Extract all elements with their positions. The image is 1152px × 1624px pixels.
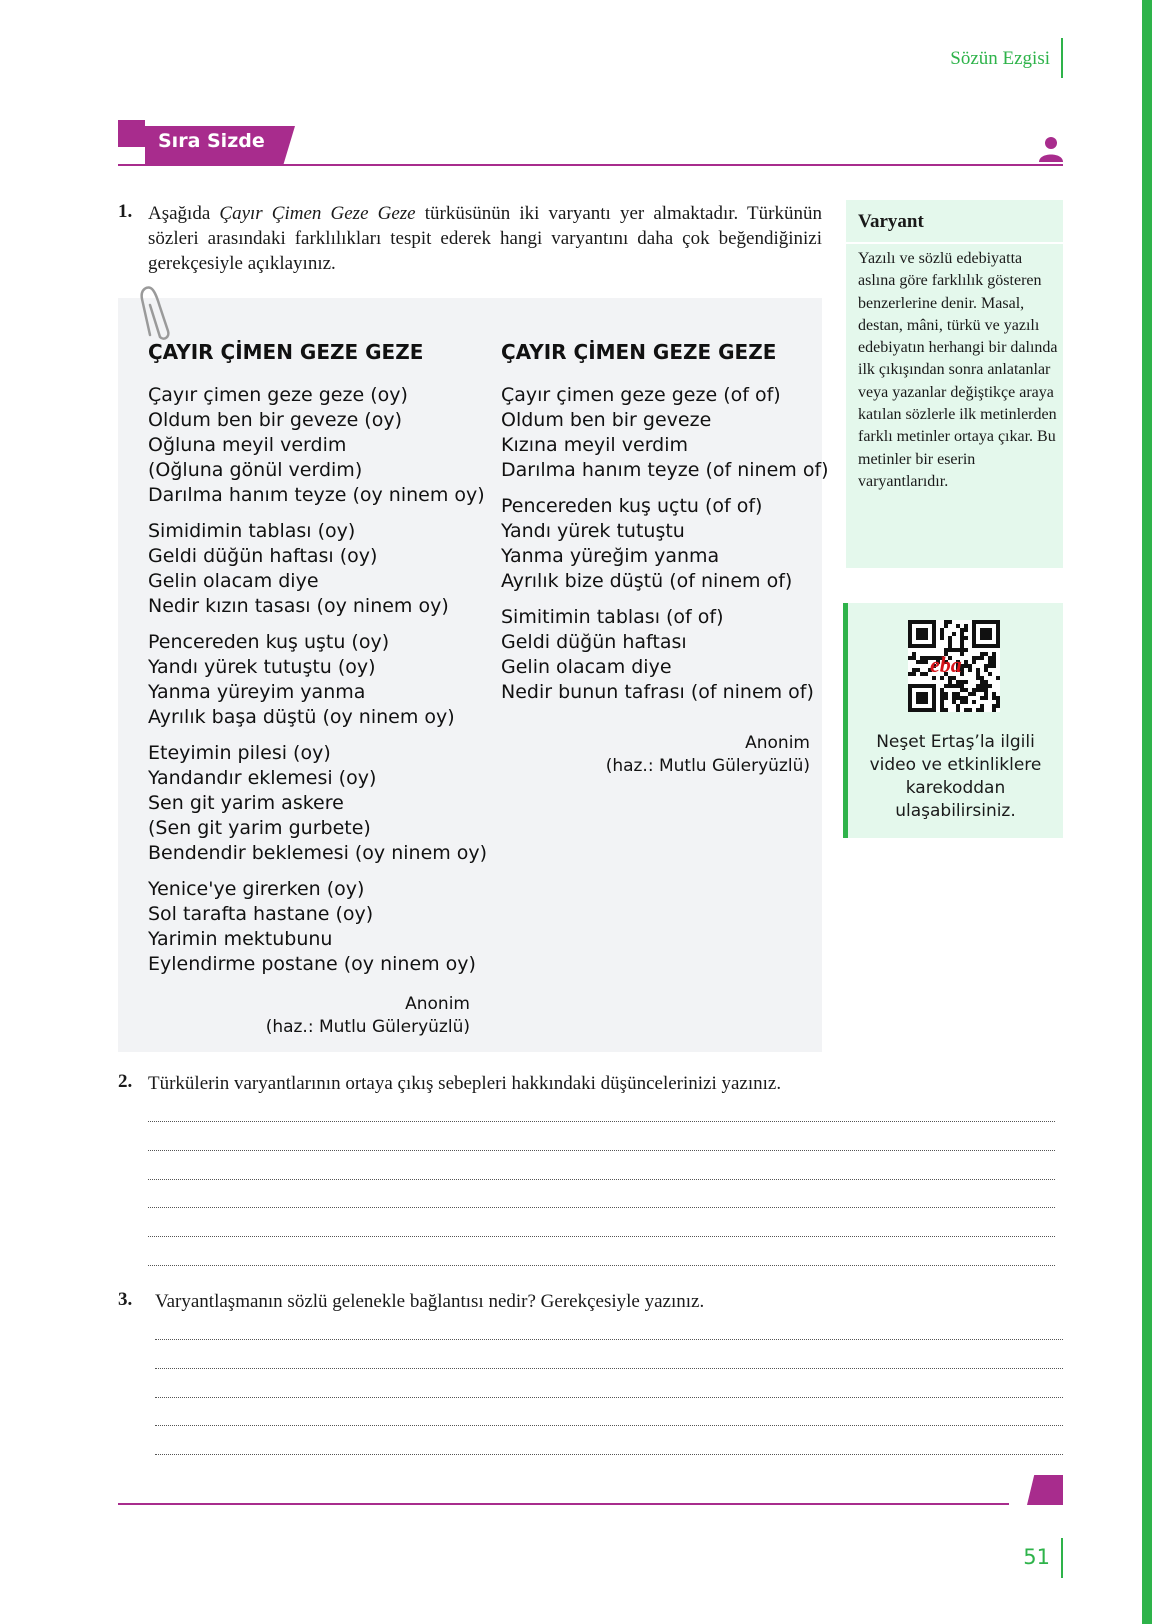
song-title-italic: Çayır Çimen Geze Geze [219,203,416,224]
section-label: Sıra Sizde [158,130,265,152]
definition-divider [846,242,1063,244]
answer-line[interactable] [148,1121,1055,1122]
question-1-text [148,201,822,276]
poem-line: Ayrılık başa düştü (oy ninem oy) [148,706,455,728]
answer-line[interactable] [148,1236,1055,1237]
eba-logo: eba [930,652,962,677]
poem-line: Yandandır eklemesi (oy) [148,767,377,789]
page-number: 51 [1023,1545,1050,1569]
poem-line: Darılma hanım teyze (oy ninem oy) [148,484,485,506]
answer-line[interactable] [155,1397,1063,1398]
poem-line: Yanma yüreyim yanma [148,681,366,703]
poem-2-credit [540,732,810,778]
poem-1-credit [200,993,470,1039]
poem-line: Yarimin mektubunu [148,928,333,950]
poem-line: Oğluna meyil verdim [148,434,347,456]
paperclip-icon [138,283,172,341]
question-1-number: 1. [118,201,133,222]
poem-line: Pencereden kuş uştu (oy) [148,631,390,653]
section-tab-corner [118,120,145,147]
poem-line: Nedir bunun tafrası (of ninem of) [501,681,814,703]
poem-line: Sen git yarim askere [148,792,344,814]
question-3-text: Varyantlaşmanın sözlü gelenekle bağlantısı nedir? Gerekçesiyle yazınız. [155,1291,705,1312]
qr-caption: Neşet Ertaş’la ilgili video ve etkinliklere karekoddan ulaşabilirsiniz. [869,732,1042,821]
person-icon [1039,136,1063,162]
poem-line: Sol tarafta hastane (oy) [148,903,374,925]
poem-line: Geldi düğün haftası [501,631,687,653]
poem-line: Yandı yürek tutuştu [501,520,685,542]
poem-line: Nedir kızın tasası (oy ninem oy) [148,595,449,617]
poem-line: Çayır çimen geze geze (of of) [501,384,781,406]
definition-title: Varyant [858,211,924,232]
poem-line: Eteyimin pilesi (oy) [148,742,331,764]
poem-2-stanza-1 [501,383,829,483]
poem-line: (Oğluna gönül verdim) [148,459,363,481]
poem-line: (Sen git yarim gurbete) [148,817,371,839]
poem-variant-1 [148,340,487,988]
poem-1-stanza-1 [148,383,487,508]
poem-1-author: Anonim [405,994,470,1014]
question-3-number: 3. [118,1289,133,1310]
poem-line: Geldi düğün haftası (oy) [148,545,378,567]
qr-card-accent [843,603,848,838]
poem-line: Pencereden kuş uçtu (of of) [501,495,763,517]
answer-line[interactable] [155,1368,1063,1369]
definition-text: Yazılı ve sözlü edebiyatta aslına göre farklılık gösteren benzerlerine denir. Masal, destan, mâni, türkü ve yazılı edebiyatın herhangi bir dalında ilk çıkışından sonra anlatanlar veya yazanlar değiştikçe araya katılan sözlerle ilk metinlerden farklı metinler ortaya çıkar. Bu metinler bir eserin varyantlarıdır. [858,250,1058,490]
poem-line: Darılma hanım teyze (of ninem of) [501,459,829,481]
poem-line: Gelin olacam diye [501,656,672,678]
poem-2-stanza-2 [501,494,829,594]
answer-line[interactable] [148,1150,1055,1151]
question-2-number: 2. [118,1071,133,1092]
poem-1-stanza-3 [148,630,487,730]
answer-line[interactable] [148,1265,1055,1266]
poem-line: Oldum ben bir geveze [501,409,712,431]
answer-line[interactable] [148,1207,1055,1208]
poem-line: Yenice'ye girerken (oy) [148,878,365,900]
running-title: Sözün Ezgisi [950,48,1050,69]
answer-line[interactable] [148,1179,1055,1180]
poem-1-compiler: (haz.: Mutlu Güleryüzlü) [265,1017,470,1037]
green-page-edge [1142,0,1152,1624]
poem-variant-2 [501,340,829,716]
question-1-text-pre: Aşağıda [148,203,220,224]
bottom-tab [1027,1475,1063,1505]
running-title-divider [1061,38,1063,78]
bottom-rule [118,1503,1009,1505]
poem-2-stanza-3 [501,605,829,705]
question-2-text: Türkülerin varyantlarının ortaya çıkış sebepleri hakkındaki düşüncelerinizi yazınız. [148,1073,782,1094]
poem-2-author: Anonim [745,733,810,753]
poem-2-compiler: (haz.: Mutlu Güleryüzlü) [605,756,810,776]
poem-line: Yanma yüreğim yanma [501,545,720,567]
poem-2-title: ÇAYIR ÇİMEN GEZE GEZE [501,340,777,364]
poem-line: Çayır çimen geze geze (oy) [148,384,408,406]
answer-line[interactable] [155,1425,1063,1426]
poem-line: Bendendir beklemesi (oy ninem oy) [148,842,488,864]
answer-line[interactable] [155,1339,1063,1340]
section-band [118,120,1063,166]
poem-line: Yandı yürek tutuştu (oy) [148,656,376,678]
poem-line: Simitimin tablası (of of) [501,606,724,628]
poem-line: Simidimin tablası (oy) [148,520,356,542]
answer-line[interactable] [155,1454,1063,1455]
section-rule [118,164,1063,166]
page-number-divider [1061,1538,1063,1578]
poem-line: Gelin olacam diye [148,570,319,592]
poem-line: Ayrılık bize düştü (of ninem of) [501,570,793,592]
poem-line: Oldum ben bir geveze (oy) [148,409,402,431]
poem-1-stanza-4 [148,741,487,866]
question-1-text-post: türküsünün iki varyantı yer almaktadır. Türkünün sözleri arasındaki farklılıkları tespit ederek hangi varyantını daha çok beğendiğinizi gerekçesiyle açıklayınız. [148,203,822,274]
poem-1-stanza-5 [148,877,487,977]
poem-line: Kızına meyil verdim [501,434,689,456]
poem-1-title: ÇAYIR ÇİMEN GEZE GEZE [148,340,424,364]
poem-line: Eylendirme postane (oy ninem oy) [148,953,476,975]
poem-1-stanza-2 [148,519,487,619]
